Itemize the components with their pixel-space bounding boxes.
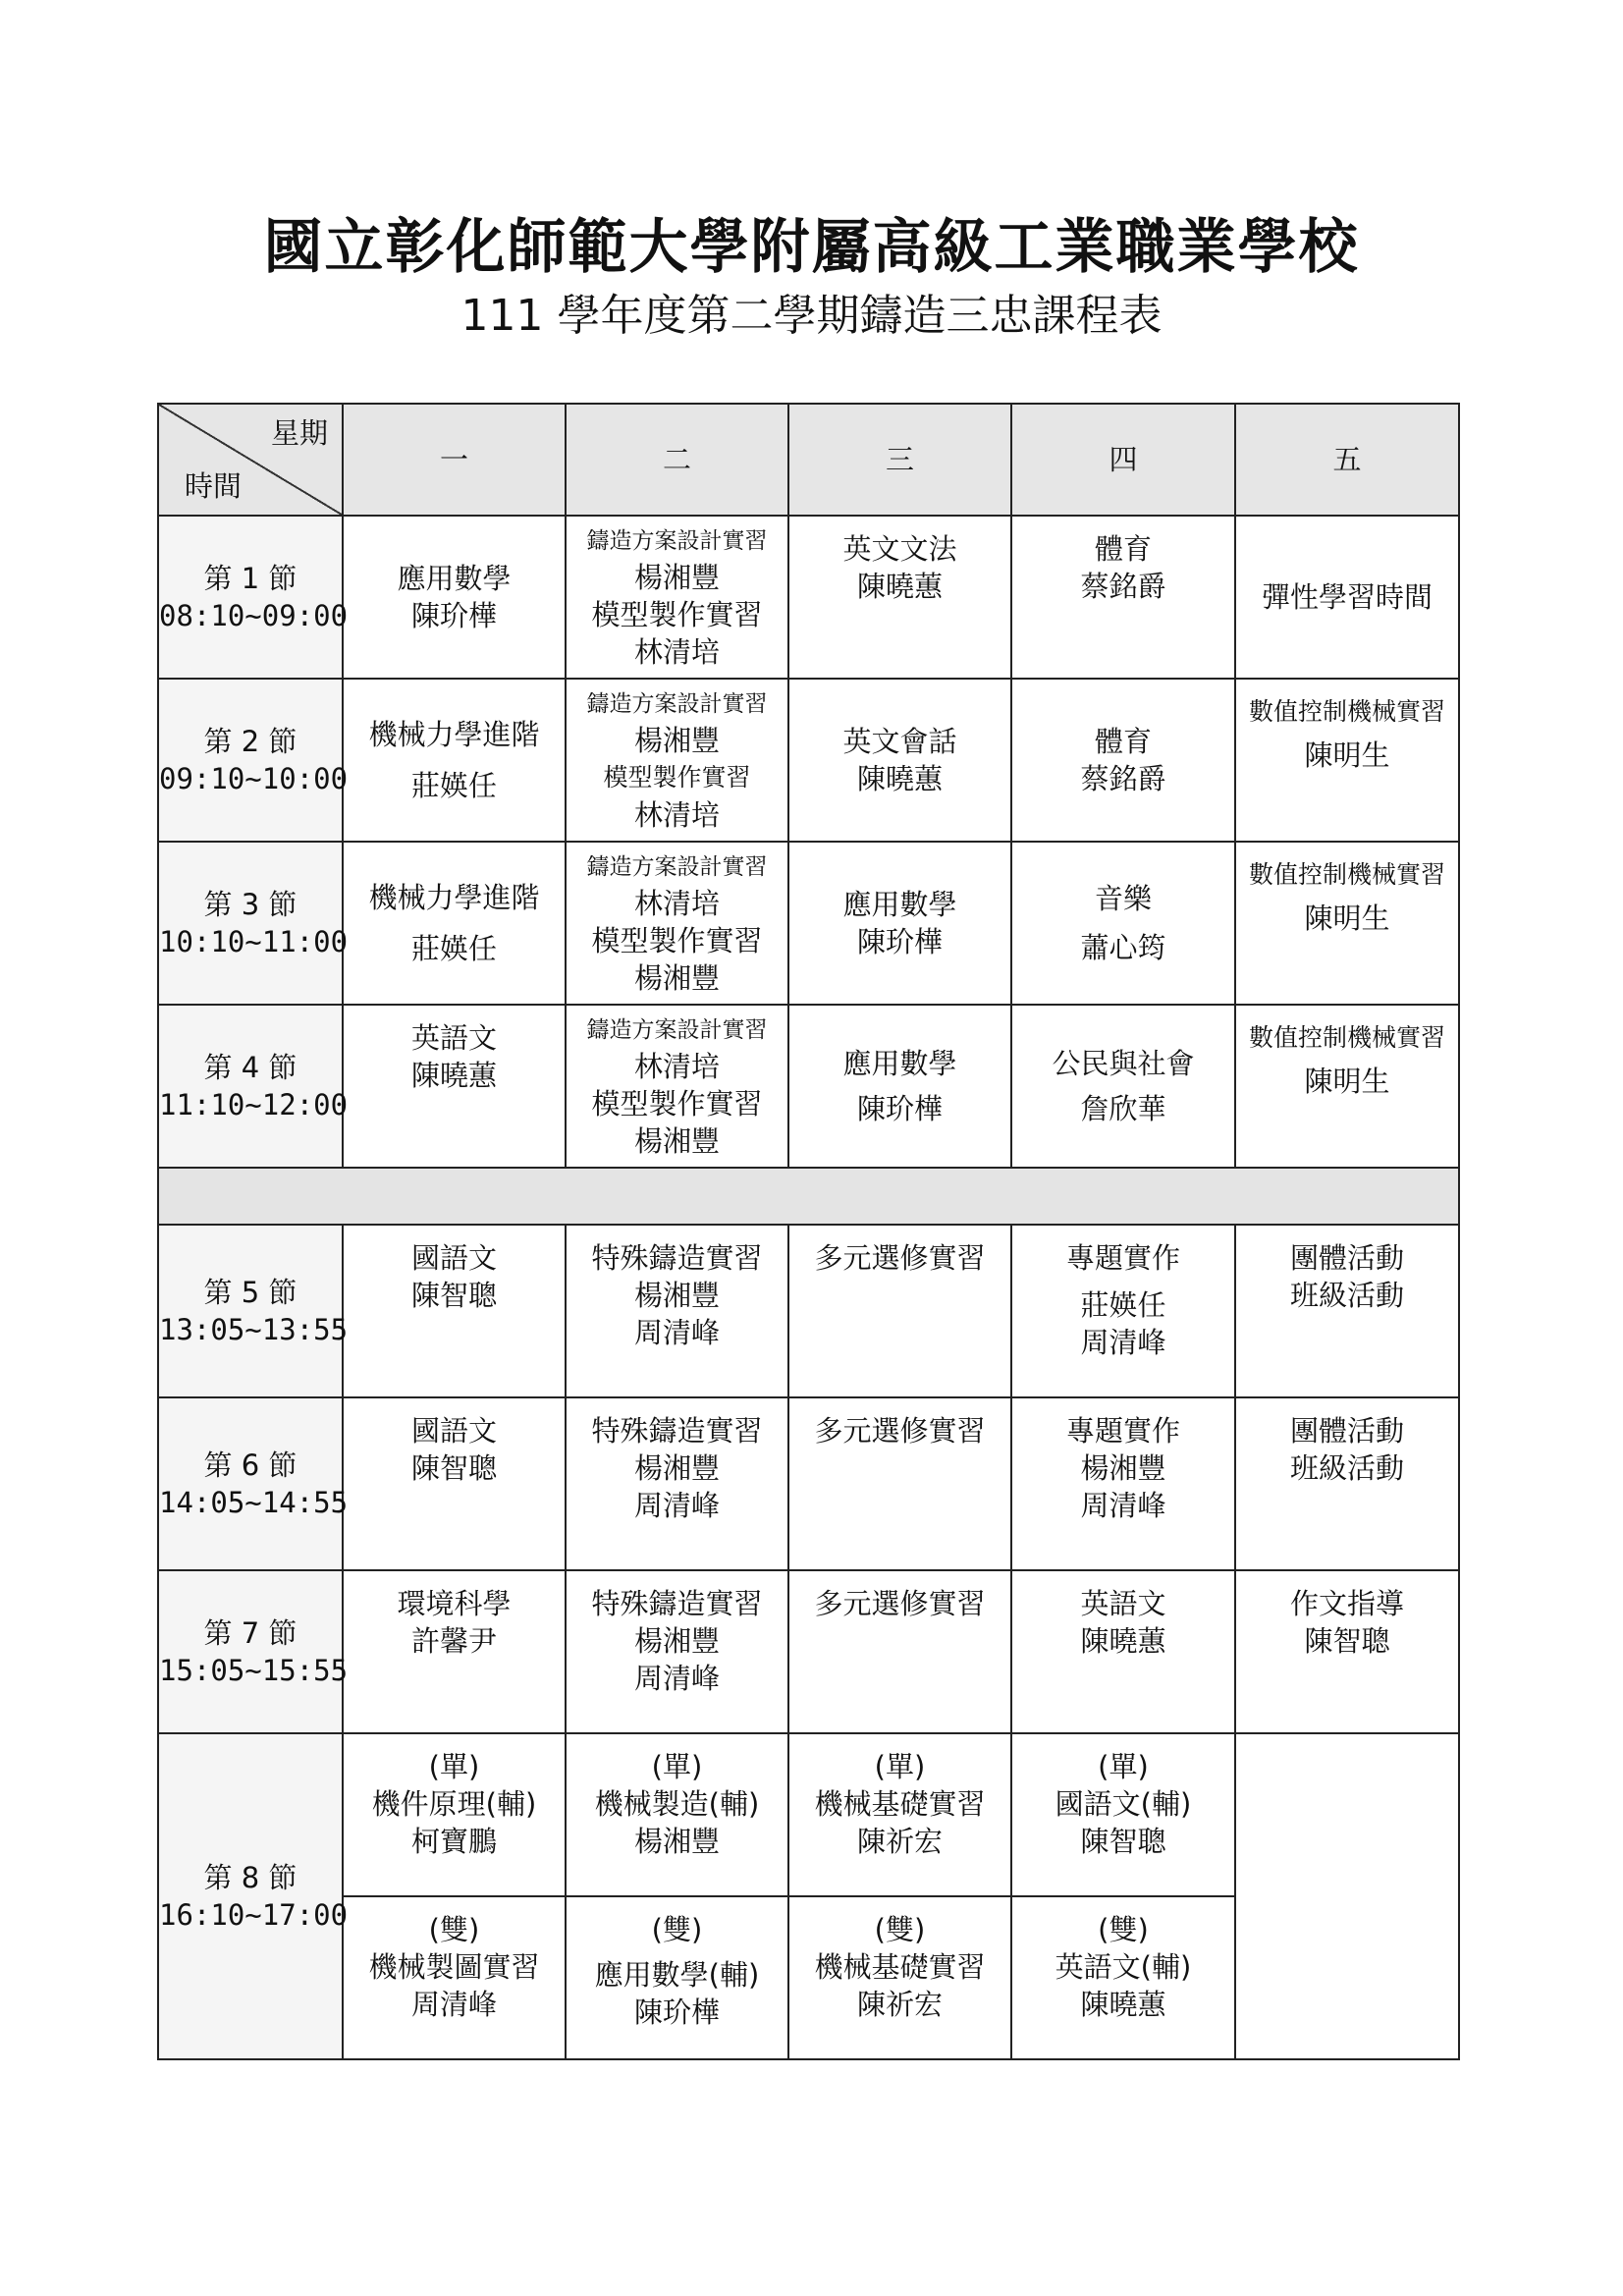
class-text: (單) (874, 1750, 926, 1783)
class-text: 國語文(輔) (1055, 1787, 1192, 1821)
class-text: 應用數學 (397, 562, 512, 595)
class-text: 彈性學習時間 (1261, 580, 1433, 614)
class-text: 周清峰 (410, 1988, 497, 2021)
class-text: 周清峰 (633, 1662, 720, 1695)
class-text: 鑄造方案設計實習 (586, 691, 768, 717)
class-cell (1235, 1397, 1459, 1570)
class-text: 楊湘豐 (633, 1124, 720, 1158)
class-text: 陳曉蕙 (856, 570, 943, 603)
period-label: 第 7 節 15:05~15:55 (158, 1570, 343, 1733)
class-cell (1011, 842, 1235, 1005)
class-text: 陳曉蕙 (1080, 1988, 1166, 2021)
class-text: 陳祈宏 (856, 1825, 943, 1858)
class-text: 機械製圖實習 (368, 1950, 540, 1984)
class-cell (788, 1005, 1011, 1168)
class-cell (788, 1896, 1011, 2059)
class-cell (566, 679, 788, 842)
class-text: (雙) (874, 1913, 926, 1946)
page-subtitle: 111 學年度第二學期鑄造三忠課程表 (460, 291, 1163, 341)
class-text: 音樂 (1094, 882, 1152, 915)
period-row-8-odd (158, 1733, 1459, 1896)
class-text: 陳明生 (1304, 1065, 1390, 1098)
class-cell (343, 679, 566, 842)
class-cell (1235, 516, 1459, 679)
class-text: 楊湘豐 (633, 961, 720, 995)
class-text: 詹欣華 (1080, 1092, 1166, 1125)
class-text: 林清培 (633, 1050, 720, 1083)
class-text: 機械製造(輔) (594, 1787, 760, 1821)
empty-cell (1235, 1733, 1459, 2059)
class-text: 機械基礎實習 (814, 1950, 986, 1984)
class-text: 團體活動 (1289, 1241, 1404, 1275)
class-cell (1011, 1397, 1235, 1570)
class-text: 陳曉蕙 (856, 762, 943, 795)
class-text: 應用數學 (842, 888, 957, 921)
class-text: (雙) (651, 1913, 703, 1946)
class-text: 楊湘豐 (633, 1624, 720, 1658)
corner-time-label: 時間 (185, 469, 243, 503)
day-header-5: 五 (1235, 404, 1459, 516)
class-text: 林清培 (633, 798, 720, 832)
class-cell (566, 842, 788, 1005)
class-text: 蕭心筠 (1080, 931, 1166, 964)
class-text: 莊媖任 (1080, 1288, 1166, 1322)
break-row (158, 1168, 1459, 1225)
class-text: 許馨尹 (410, 1624, 497, 1658)
period-label: 第 4 節 11:10~12:00 (158, 1005, 343, 1168)
class-cell (788, 1397, 1011, 1570)
class-text: 英語文 (1080, 1587, 1166, 1620)
class-text: 莊媖任 (410, 769, 497, 802)
class-text: 楊湘豐 (633, 561, 720, 594)
class-text: 多元選修實習 (814, 1587, 986, 1620)
class-text: 陳智聰 (1080, 1825, 1166, 1858)
class-cell (566, 1896, 788, 2059)
class-text: (雙) (1098, 1913, 1149, 1946)
period-row-2 (158, 679, 1459, 842)
class-text: 模型製作實習 (591, 1087, 763, 1121)
class-text: 作文指導 (1289, 1587, 1404, 1620)
class-text: 應用數學 (842, 1047, 957, 1080)
class-cell (566, 1005, 788, 1168)
class-text: 數值控制機械實習 (1248, 860, 1445, 889)
class-cell (1235, 1570, 1459, 1733)
day-header-1: 一 (343, 404, 566, 516)
class-cell (566, 1225, 788, 1397)
class-text: 模型製作實習 (603, 763, 751, 792)
class-text: (單) (651, 1750, 703, 1783)
class-cell (343, 1733, 566, 1896)
class-text: (單) (1098, 1750, 1149, 1783)
class-cell (566, 516, 788, 679)
class-text: 周清峰 (633, 1489, 720, 1522)
class-cell (1235, 1005, 1459, 1168)
period-row-7 (158, 1570, 1459, 1733)
class-text: 莊媖任 (410, 932, 497, 965)
period-row-4 (158, 1005, 1459, 1168)
class-text: 模型製作實習 (591, 924, 763, 957)
class-text: 楊湘豐 (633, 1451, 720, 1485)
class-text: 體育 (1094, 725, 1152, 758)
class-text: 周清峰 (1080, 1489, 1166, 1522)
class-text: 陳玠樺 (856, 1092, 943, 1125)
period-row-1 (158, 516, 1459, 679)
class-text: 楊湘豐 (1080, 1451, 1166, 1485)
page-title: 國立彰化師範大學附屬高級工業職業學校 (263, 213, 1360, 282)
class-text: 陳明生 (1304, 902, 1390, 935)
period-row-5 (158, 1225, 1459, 1397)
class-text: 特殊鑄造實習 (591, 1587, 763, 1620)
class-text: 英文文法 (842, 532, 957, 566)
class-text: 林清培 (633, 635, 720, 669)
class-cell (1011, 516, 1235, 679)
day-header-4: 四 (1011, 404, 1235, 516)
class-cell (788, 679, 1011, 842)
class-text: 班級活動 (1289, 1279, 1404, 1312)
class-cell (1011, 1896, 1235, 2059)
period-row-3 (158, 842, 1459, 1005)
class-cell (788, 516, 1011, 679)
class-text: 模型製作實習 (591, 598, 763, 631)
class-text: (單) (428, 1750, 480, 1783)
class-text: 鑄造方案設計實習 (586, 1017, 768, 1043)
class-cell (1011, 1225, 1235, 1397)
period-label: 第 8 節 16:10~17:00 (158, 1733, 343, 2059)
class-text: 數值控制機械實習 (1248, 1023, 1445, 1052)
class-cell (1011, 1733, 1235, 1896)
break-cell (158, 1168, 1459, 1225)
class-text: 國語文 (410, 1414, 497, 1448)
class-text: 特殊鑄造實習 (591, 1414, 763, 1448)
class-text: 陳智聰 (410, 1451, 497, 1485)
class-cell (788, 1225, 1011, 1397)
class-text: 陳玠樺 (633, 1995, 720, 2029)
class-cell (788, 842, 1011, 1005)
period-label: 第 6 節 14:05~14:55 (158, 1397, 343, 1570)
period-row-6 (158, 1397, 1459, 1570)
class-cell (1235, 679, 1459, 842)
day-header-2: 二 (566, 404, 788, 516)
class-text: 機械力學進階 (368, 718, 540, 751)
corner-week-label: 星期 (270, 416, 328, 450)
class-cell (343, 1570, 566, 1733)
class-text: 林清培 (633, 887, 720, 920)
class-cell (1011, 1570, 1235, 1733)
class-text: 陳玠樺 (856, 925, 943, 958)
class-cell (343, 516, 566, 679)
class-text: 英語文(輔) (1055, 1950, 1192, 1984)
class-cell (343, 842, 566, 1005)
day-header-3: 三 (788, 404, 1011, 516)
class-text: 公民與社會 (1052, 1047, 1195, 1080)
class-text: 周清峰 (1080, 1326, 1166, 1359)
class-cell (1235, 1225, 1459, 1397)
class-cell (788, 1733, 1011, 1896)
class-cell (343, 1005, 566, 1168)
class-text: 陳玠樺 (410, 599, 497, 632)
class-text: 團體活動 (1289, 1414, 1404, 1448)
class-text: 蔡銘爵 (1080, 762, 1166, 795)
class-text: 班級活動 (1289, 1451, 1404, 1485)
class-text: 多元選修實習 (814, 1241, 986, 1275)
class-text: 陳祈宏 (856, 1988, 943, 2021)
class-cell (1011, 679, 1235, 842)
class-cell (1011, 1005, 1235, 1168)
class-cell (566, 1733, 788, 1896)
class-cell (343, 1896, 566, 2059)
class-text: 機械基礎實習 (814, 1787, 986, 1821)
class-text: 楊湘豐 (633, 724, 720, 757)
class-text: 陳曉蕙 (1080, 1624, 1166, 1658)
class-text: 楊湘豐 (633, 1279, 720, 1312)
class-text: 多元選修實習 (814, 1414, 986, 1448)
class-text: 蔡銘爵 (1080, 570, 1166, 603)
class-text: 英語文 (410, 1021, 497, 1055)
period-label: 第 1 節 08:10~09:00 (158, 516, 343, 679)
class-text: 鑄造方案設計實習 (586, 528, 768, 554)
class-text: 陳智聰 (410, 1279, 497, 1312)
class-text: 環境科學 (397, 1587, 512, 1620)
class-text: 陳智聰 (1304, 1624, 1390, 1658)
class-text: 國語文 (410, 1241, 497, 1275)
class-text: 陳明生 (1304, 738, 1390, 772)
class-text: 周清峰 (633, 1316, 720, 1349)
class-cell (1235, 842, 1459, 1005)
schedule-table (157, 403, 1460, 2060)
period-label: 第 3 節 10:10~11:00 (158, 842, 343, 1005)
corner-cell (158, 404, 343, 516)
class-text: 機件原理(輔) (371, 1787, 537, 1821)
class-text: 專題實作 (1065, 1241, 1180, 1275)
class-text: 特殊鑄造實習 (591, 1241, 763, 1275)
class-text: 柯寶鵬 (410, 1825, 497, 1858)
class-text: 體育 (1094, 532, 1152, 566)
class-text: (雙) (428, 1913, 480, 1946)
class-cell (566, 1397, 788, 1570)
class-text: 應用數學(輔) (594, 1958, 760, 1992)
class-cell (788, 1570, 1011, 1733)
class-text: 英文會話 (842, 725, 957, 758)
class-text: 楊湘豐 (633, 1825, 720, 1858)
class-text: 機械力學進階 (368, 881, 540, 914)
class-text: 數值控制機械實習 (1248, 697, 1445, 726)
class-cell (566, 1570, 788, 1733)
class-cell (343, 1225, 566, 1397)
class-text: 專題實作 (1065, 1414, 1180, 1448)
class-text: 鑄造方案設計實習 (586, 854, 768, 880)
period-label: 第 2 節 09:10~10:00 (158, 679, 343, 842)
header-row (158, 404, 1459, 516)
class-text: 陳曉蕙 (410, 1059, 497, 1092)
period-label: 第 5 節 13:05~13:55 (158, 1225, 343, 1397)
class-cell (343, 1397, 566, 1570)
